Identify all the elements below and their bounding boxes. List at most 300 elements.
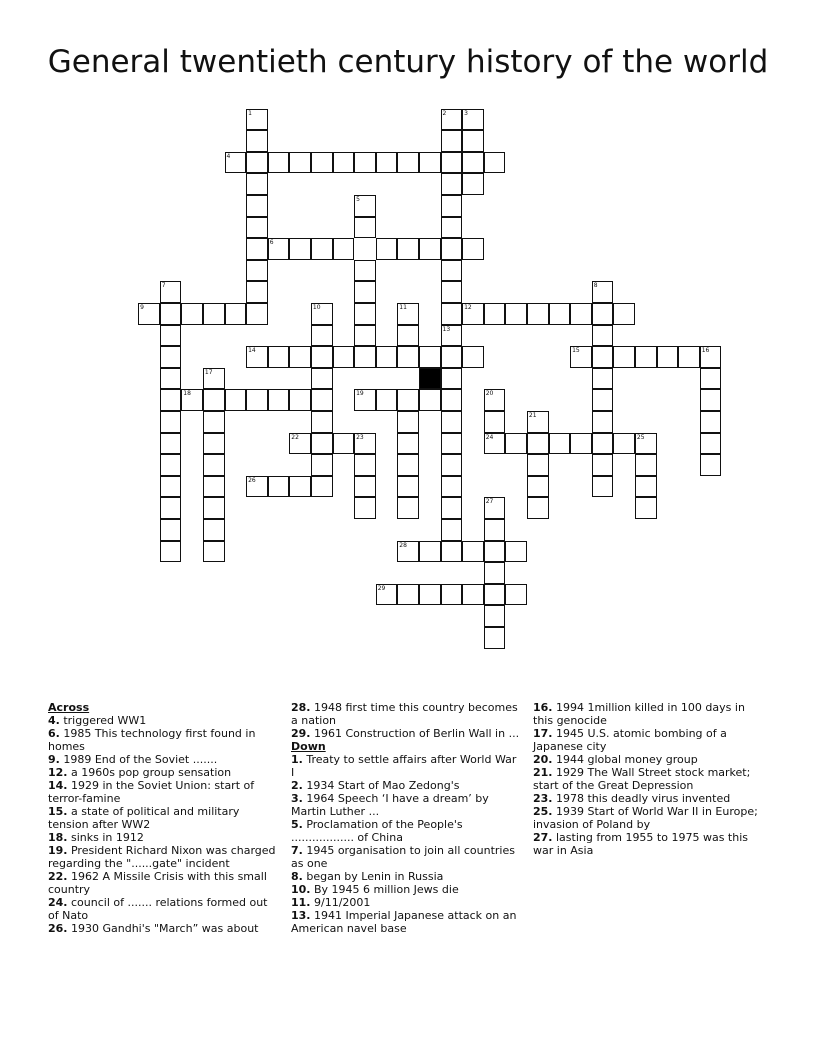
grid-cell[interactable] xyxy=(354,346,376,368)
grid-cell[interactable] xyxy=(225,303,247,325)
grid-cell[interactable] xyxy=(635,454,657,476)
grid-cell[interactable] xyxy=(397,389,419,411)
grid-cell[interactable] xyxy=(268,238,290,260)
grid-cell[interactable] xyxy=(397,433,419,455)
grid-cell[interactable] xyxy=(397,541,419,563)
down-clue xyxy=(533,753,763,766)
grid-cell[interactable] xyxy=(484,627,506,649)
grid-cell[interactable] xyxy=(613,433,635,455)
grid-cell[interactable] xyxy=(419,238,441,260)
grid-cell[interactable] xyxy=(462,238,484,260)
clue-number: 10 xyxy=(312,303,321,311)
clue-number-label: 17. xyxy=(533,727,553,740)
clue-number-label: 5. xyxy=(291,818,303,831)
clue-number: 20 xyxy=(485,390,494,398)
grid-cell[interactable] xyxy=(441,389,463,411)
grid-cell[interactable] xyxy=(311,238,333,260)
grid-cell[interactable] xyxy=(700,389,722,411)
down-clue xyxy=(291,779,521,792)
clue-text: a state of political and military tension after WW2 xyxy=(48,805,240,831)
grid-cell[interactable] xyxy=(246,346,268,368)
grid-cell[interactable] xyxy=(592,433,614,455)
grid-cell[interactable] xyxy=(376,389,398,411)
clue-text: 9/11/2001 xyxy=(310,896,371,909)
clue-text: 1994 1million killed in 100 days in this genocide xyxy=(533,701,745,727)
grid-cell[interactable] xyxy=(160,454,182,476)
grid-cell[interactable] xyxy=(635,476,657,498)
grid-cell[interactable] xyxy=(203,454,225,476)
clue-number: 24 xyxy=(485,433,494,441)
clue-text: President Richard Nixon was charged regarding the "......gate" incident xyxy=(48,844,276,870)
clue-text: 1962 A Missile Crisis with this small country xyxy=(48,870,267,896)
clue-number-label: 8. xyxy=(291,870,303,883)
grid-cell[interactable] xyxy=(160,346,182,368)
grid-cell[interactable] xyxy=(311,389,333,411)
grid-cell[interactable] xyxy=(700,433,722,455)
grid-cell[interactable] xyxy=(397,238,419,260)
grid-cell[interactable] xyxy=(225,389,247,411)
grid-cell[interactable] xyxy=(246,238,268,260)
grid-cell[interactable] xyxy=(635,497,657,519)
grid-cell[interactable] xyxy=(484,433,506,455)
grid-cell[interactable] xyxy=(333,238,355,260)
grid-cell[interactable] xyxy=(441,195,463,217)
clue-number: 12 xyxy=(464,303,472,311)
across-clue xyxy=(48,870,278,896)
grid-cell[interactable] xyxy=(160,281,182,303)
down-clue xyxy=(533,766,763,792)
grid-cell[interactable] xyxy=(592,411,614,433)
grid-cell[interactable] xyxy=(441,454,463,476)
grid-cell[interactable] xyxy=(441,411,463,433)
grid-cell[interactable] xyxy=(225,152,247,174)
grid-cell[interactable] xyxy=(484,562,506,584)
grid-cell[interactable] xyxy=(376,238,398,260)
grid-cell[interactable] xyxy=(354,433,376,455)
grid-cell[interactable] xyxy=(268,346,290,368)
grid-cell[interactable] xyxy=(419,584,441,606)
clue-text: 1944 global money group xyxy=(552,753,698,766)
grid-cell[interactable] xyxy=(700,368,722,390)
grid-cell[interactable] xyxy=(354,303,376,325)
grid-cell[interactable] xyxy=(311,346,333,368)
clue-number-label: 20. xyxy=(533,753,553,766)
clue-text: Treaty to settle affairs after World War I xyxy=(291,753,517,779)
grid-cell[interactable] xyxy=(160,325,182,347)
grid-cell[interactable] xyxy=(246,217,268,239)
clue-number: 21 xyxy=(528,411,537,419)
grid-cell[interactable] xyxy=(354,454,376,476)
grid-cell[interactable] xyxy=(549,433,571,455)
grid-cell[interactable] xyxy=(700,411,722,433)
grid-cell[interactable] xyxy=(397,346,419,368)
clues-column-1 xyxy=(48,701,278,935)
clue-text: 1941 Imperial Japanese attack on an American navel base xyxy=(291,909,517,935)
grid-cell[interactable] xyxy=(246,195,268,217)
grid-black-cell xyxy=(419,368,441,390)
grid-cell[interactable] xyxy=(549,303,571,325)
grid-cell[interactable] xyxy=(138,303,160,325)
clue-text: 1961 Construction of Berlin Wall in ... xyxy=(310,727,520,740)
grid-cell[interactable] xyxy=(441,541,463,563)
grid-cell[interactable] xyxy=(354,281,376,303)
grid-cell[interactable] xyxy=(613,346,635,368)
grid-cell[interactable] xyxy=(441,238,463,260)
grid-cell[interactable] xyxy=(570,303,592,325)
clue-number-label: 3. xyxy=(291,792,303,805)
clue-number: 29 xyxy=(377,584,386,592)
grid-cell[interactable] xyxy=(354,325,376,347)
grid-cell[interactable] xyxy=(462,173,484,195)
grid-cell[interactable] xyxy=(441,130,463,152)
grid-cell[interactable] xyxy=(354,152,376,174)
clue-number: 18 xyxy=(183,390,191,398)
clue-number: 17 xyxy=(204,368,213,376)
grid-cell[interactable] xyxy=(333,433,355,455)
grid-cell[interactable] xyxy=(527,303,549,325)
grid-cell[interactable] xyxy=(160,389,182,411)
grid-cell[interactable] xyxy=(527,497,549,519)
across-clue xyxy=(48,831,278,844)
grid-cell[interactable] xyxy=(462,346,484,368)
clue-number: 27 xyxy=(485,498,494,506)
clue-number-label: 15. xyxy=(48,805,68,818)
grid-cell[interactable] xyxy=(484,389,506,411)
clue-number-label: 28. xyxy=(291,701,311,714)
grid-cell[interactable] xyxy=(570,346,592,368)
grid-cell[interactable] xyxy=(592,454,614,476)
grid-cell[interactable] xyxy=(397,325,419,347)
grid-cell[interactable] xyxy=(268,389,290,411)
grid-cell[interactable] xyxy=(484,605,506,627)
grid-cell[interactable] xyxy=(592,281,614,303)
grid-cell[interactable] xyxy=(484,497,506,519)
grid-cell[interactable] xyxy=(376,584,398,606)
across-clue xyxy=(48,727,278,753)
grid-cell[interactable] xyxy=(246,476,268,498)
clue-text: 1978 this deadly virus invented xyxy=(552,792,731,805)
grid-cell[interactable] xyxy=(397,411,419,433)
grid-cell[interactable] xyxy=(441,476,463,498)
grid-cell[interactable] xyxy=(268,476,290,498)
clue-text: 1934 Start of Mao Zedong's xyxy=(302,779,460,792)
grid-cell[interactable] xyxy=(484,303,506,325)
grid-cell[interactable] xyxy=(160,519,182,541)
grid-cell[interactable] xyxy=(419,389,441,411)
grid-cell[interactable] xyxy=(462,303,484,325)
down-clue xyxy=(291,844,521,870)
grid-cell[interactable] xyxy=(354,476,376,498)
clue-number: 11 xyxy=(399,303,407,311)
grid-cell[interactable] xyxy=(311,454,333,476)
grid-cell[interactable] xyxy=(441,519,463,541)
clues-column-2 xyxy=(291,701,521,935)
grid-cell[interactable] xyxy=(160,303,182,325)
grid-cell[interactable] xyxy=(160,497,182,519)
clue-number-label: 27. xyxy=(533,831,553,844)
down-heading: Down xyxy=(291,740,326,753)
grid-cell[interactable] xyxy=(441,303,463,325)
grid-cell[interactable] xyxy=(333,152,355,174)
grid-cell[interactable] xyxy=(397,476,419,498)
grid-cell[interactable] xyxy=(397,584,419,606)
grid-cell[interactable] xyxy=(570,433,592,455)
down-clue xyxy=(291,883,521,896)
clue-number-label: 14. xyxy=(48,779,68,792)
clue-text: By 1945 6 million Jews die xyxy=(310,883,459,896)
grid-cell[interactable] xyxy=(441,281,463,303)
grid-cell[interactable] xyxy=(527,433,549,455)
clue-number: 3 xyxy=(464,109,468,117)
grid-cell[interactable] xyxy=(484,584,506,606)
grid-cell[interactable] xyxy=(419,346,441,368)
clue-number-label: 24. xyxy=(48,896,68,909)
across-heading: Across xyxy=(48,701,90,714)
grid-cell[interactable] xyxy=(484,519,506,541)
grid-cell[interactable] xyxy=(505,541,527,563)
clue-number-label: 29. xyxy=(291,727,311,740)
grid-cell[interactable] xyxy=(354,195,376,217)
grid-cell[interactable] xyxy=(354,260,376,282)
clue-number: 14 xyxy=(248,347,256,355)
grid-cell[interactable] xyxy=(160,476,182,498)
clue-number-label: 18. xyxy=(48,831,68,844)
clue-number: 1 xyxy=(248,109,252,117)
across-clue xyxy=(48,766,278,779)
clue-number-label: 21. xyxy=(533,766,553,779)
grid-cell[interactable] xyxy=(441,497,463,519)
grid-cell[interactable] xyxy=(505,584,527,606)
grid-cell[interactable] xyxy=(354,217,376,239)
down-clue xyxy=(291,818,521,844)
page-title: General twentieth century history of the world xyxy=(47,44,769,80)
grid-cell[interactable] xyxy=(311,152,333,174)
grid-cell[interactable] xyxy=(203,303,225,325)
grid-cell[interactable] xyxy=(203,519,225,541)
grid-cell[interactable] xyxy=(462,152,484,174)
grid-cell[interactable] xyxy=(289,346,311,368)
grid-cell[interactable] xyxy=(527,411,549,433)
grid-cell[interactable] xyxy=(311,325,333,347)
clue-text: sinks in 1912 xyxy=(67,831,144,844)
across-clue xyxy=(48,896,278,922)
clue-number: 15 xyxy=(572,347,580,355)
clue-number-label: 19. xyxy=(48,844,68,857)
grid-cell[interactable] xyxy=(592,325,614,347)
grid-cell[interactable] xyxy=(441,346,463,368)
grid-cell[interactable] xyxy=(484,541,506,563)
grid-cell[interactable] xyxy=(203,411,225,433)
down-clue xyxy=(291,792,521,818)
clue-number: 22 xyxy=(291,433,299,441)
grid-cell[interactable] xyxy=(592,368,614,390)
grid-cell[interactable] xyxy=(657,346,679,368)
across-clue xyxy=(48,779,278,805)
clue-number-label: 25. xyxy=(533,805,553,818)
clue-number-label: 16. xyxy=(533,701,553,714)
grid-cell[interactable] xyxy=(462,584,484,606)
clue-number-label: 1. xyxy=(291,753,303,766)
grid-cell[interactable] xyxy=(376,152,398,174)
grid-cell[interactable] xyxy=(289,152,311,174)
across-clue xyxy=(291,727,521,740)
clue-number-label: 22. xyxy=(48,870,68,883)
grid-cell[interactable] xyxy=(441,368,463,390)
clue-number: 13 xyxy=(442,325,451,333)
clue-number: 9 xyxy=(140,303,144,311)
clue-text: 1930 Gandhi's "March” was about xyxy=(67,922,259,935)
clue-number-label: 2. xyxy=(291,779,303,792)
clue-number: 16 xyxy=(701,347,710,355)
clue-number: 8 xyxy=(593,282,598,290)
grid-cell[interactable] xyxy=(505,303,527,325)
down-clue xyxy=(291,753,521,779)
grid-cell[interactable] xyxy=(203,368,225,390)
across-clue xyxy=(48,805,278,831)
grid-cell[interactable] xyxy=(354,497,376,519)
down-clue xyxy=(291,896,521,909)
grid-cell[interactable] xyxy=(333,346,355,368)
grid-cell[interactable] xyxy=(635,433,657,455)
grid-cell[interactable] xyxy=(311,368,333,390)
grid-cell[interactable] xyxy=(397,303,419,325)
grid-cell[interactable] xyxy=(246,389,268,411)
grid-cell[interactable] xyxy=(441,584,463,606)
across-clue xyxy=(48,714,278,727)
grid-cell[interactable] xyxy=(289,238,311,260)
clue-number-label: 6. xyxy=(48,727,60,740)
clue-number-label: 7. xyxy=(291,844,303,857)
clue-text: 1945 organisation to join all countries as one xyxy=(291,844,515,870)
clue-number: 2 xyxy=(442,109,447,117)
grid-cell[interactable] xyxy=(462,541,484,563)
across-clue xyxy=(48,922,278,935)
grid-cell[interactable] xyxy=(203,433,225,455)
grid-cell[interactable] xyxy=(246,281,268,303)
grid-cell[interactable] xyxy=(527,476,549,498)
clue-number-label: 12. xyxy=(48,766,68,779)
grid-cell[interactable] xyxy=(203,497,225,519)
grid-cell[interactable] xyxy=(311,303,333,325)
down-clue xyxy=(291,870,521,883)
clue-number: 23 xyxy=(356,433,364,441)
grid-cell[interactable] xyxy=(678,346,700,368)
grid-cell[interactable] xyxy=(160,541,182,563)
grid-cell[interactable] xyxy=(484,411,506,433)
across-clue xyxy=(48,753,278,766)
down-clue xyxy=(533,805,763,831)
grid-cell[interactable] xyxy=(181,303,203,325)
grid-cell[interactable] xyxy=(289,476,311,498)
clue-text: lasting from 1955 to 1975 was this war in Asia xyxy=(533,831,748,857)
grid-cell[interactable] xyxy=(311,411,333,433)
grid-cell[interactable] xyxy=(311,433,333,455)
clue-text: triggered WW1 xyxy=(59,714,147,727)
grid-cell[interactable] xyxy=(289,389,311,411)
clue-number: 4 xyxy=(226,152,231,160)
grid-cell[interactable] xyxy=(441,260,463,282)
grid-cell[interactable] xyxy=(397,152,419,174)
across-clue xyxy=(291,701,521,727)
grid-cell[interactable] xyxy=(592,303,614,325)
grid-cell[interactable] xyxy=(592,346,614,368)
grid-cell[interactable] xyxy=(441,173,463,195)
down-clue xyxy=(533,701,763,727)
grid-cell[interactable] xyxy=(419,541,441,563)
grid-cell[interactable] xyxy=(613,303,635,325)
grid-cell[interactable] xyxy=(397,454,419,476)
grid-cell[interactable] xyxy=(246,173,268,195)
grid-cell[interactable] xyxy=(592,389,614,411)
grid-cell[interactable] xyxy=(505,433,527,455)
grid-cell[interactable] xyxy=(484,152,506,174)
grid-cell[interactable] xyxy=(700,454,722,476)
clues-column-3 xyxy=(533,701,763,857)
grid-cell[interactable] xyxy=(160,411,182,433)
clue-number-label: 26. xyxy=(48,922,68,935)
grid-cell[interactable] xyxy=(160,368,182,390)
grid-cell[interactable] xyxy=(289,433,311,455)
grid-cell[interactable] xyxy=(203,476,225,498)
clue-number-label: 10. xyxy=(291,883,311,896)
grid-cell[interactable] xyxy=(246,260,268,282)
grid-cell[interactable] xyxy=(441,217,463,239)
across-clue xyxy=(48,844,278,870)
grid-cell[interactable] xyxy=(246,303,268,325)
clue-number: 28 xyxy=(399,541,407,549)
clue-number: 7 xyxy=(161,282,166,290)
grid-cell[interactable] xyxy=(354,389,376,411)
grid-cell[interactable] xyxy=(592,476,614,498)
grid-cell[interactable] xyxy=(203,389,225,411)
grid-cell[interactable] xyxy=(181,389,203,411)
grid-cell[interactable] xyxy=(203,541,225,563)
grid-cell[interactable] xyxy=(527,454,549,476)
down-clue xyxy=(533,831,763,857)
grid-cell[interactable] xyxy=(246,152,268,174)
grid-cell[interactable] xyxy=(311,476,333,498)
clue-text: 1985 This technology first found in homes xyxy=(48,727,256,753)
down-clue xyxy=(533,727,763,753)
clue-text: 1929 in the Soviet Union: start of terror-famine xyxy=(48,779,255,805)
grid-cell[interactable] xyxy=(397,497,419,519)
grid-cell[interactable] xyxy=(160,433,182,455)
grid-cell[interactable] xyxy=(419,152,441,174)
clue-text: 1948 first time this country becomes a nation xyxy=(291,701,518,727)
grid-cell[interactable] xyxy=(376,346,398,368)
clue-number: 26 xyxy=(248,476,256,484)
grid-cell[interactable] xyxy=(700,346,722,368)
clue-text: council of ....... relations formed out of Nato xyxy=(48,896,268,922)
clue-number-label: 11. xyxy=(291,896,311,909)
grid-cell[interactable] xyxy=(441,433,463,455)
grid-cell[interactable] xyxy=(441,152,463,174)
grid-cell[interactable] xyxy=(462,109,484,131)
down-clue xyxy=(533,792,763,805)
grid-cell[interactable] xyxy=(268,152,290,174)
down-clue xyxy=(291,909,521,935)
grid-cell[interactable] xyxy=(246,130,268,152)
clue-number-label: 9. xyxy=(48,753,60,766)
grid-cell[interactable] xyxy=(635,346,657,368)
clue-text: 1989 End of the Soviet ....... xyxy=(59,753,218,766)
grid-cell[interactable] xyxy=(441,325,463,347)
clue-number-label: 23. xyxy=(533,792,553,805)
grid-cell[interactable] xyxy=(441,109,463,131)
grid-cell[interactable] xyxy=(246,109,268,131)
grid-cell[interactable] xyxy=(462,130,484,152)
clue-number: 25 xyxy=(636,433,645,441)
